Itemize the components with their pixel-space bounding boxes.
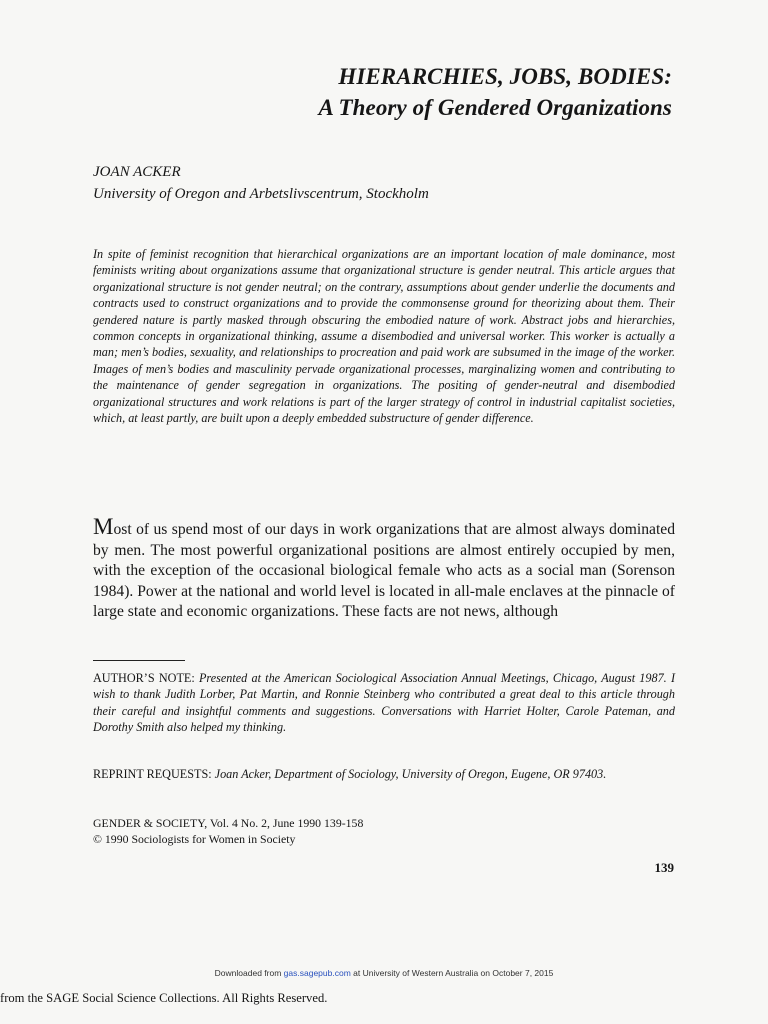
- rights-notice: from the SAGE Social Science Collections. All Rights Reserved.: [0, 991, 328, 1005]
- download-suffix: at University of Western Australia on October 7, 2015: [353, 968, 554, 978]
- reprint-label: REPRINT REQUESTS:: [93, 767, 212, 781]
- body-paragraph: [93, 514, 675, 623]
- download-notice: [0, 968, 768, 978]
- drop-cap: M: [93, 514, 114, 539]
- article-title-line-1: HIERARCHIES, JOBS, BODIES:: [338, 64, 672, 89]
- author-affiliation: University of Oregon and Arbetslivscentrum, Stockholm: [93, 186, 429, 202]
- reprint-requests: [93, 766, 675, 782]
- footnote-divider: [93, 660, 185, 661]
- authors-note-label: AUTHOR’S NOTE:: [93, 671, 195, 685]
- page-number: 139: [654, 860, 674, 875]
- reprint-text: Joan Acker, Department of Sociology, University of Oregon, Eugene, OR 97403.: [214, 767, 607, 781]
- article-title-line-2: A Theory of Gendered Organizations: [318, 95, 672, 120]
- journal-citation: GENDER & SOCIETY, Vol. 4 No. 2, June 1990 139-158: [93, 816, 364, 830]
- copyright-line: © 1990 Sociologists for Women in Society: [93, 832, 296, 846]
- authors-note: [93, 670, 675, 736]
- body-text: ost of us spend most of our days in work organizations that are almost always dominated by men. The most powerful organizational positions are almost entirely occupied by men, with the exception of the occasional biological female who acts as a social man (Sorenson 1984). Power at the national and world level is located in all-male enclaves at the pinnacle of large state and economic organizations. These facts are not news, although: [93, 521, 675, 621]
- download-link[interactable]: gas.sagepub.com: [283, 968, 351, 978]
- download-prefix: Downloaded from: [214, 968, 282, 978]
- abstract: In spite of feminist recognition that hierarchical organizations are an important location of male dominance, most feminists writing about organizations assume that organizational structure is gender neutral. This article argues that organizational structure is not gender neutral; on the contrary, assumptions about gender underlie the documents and contracts used to construct organizations and to provide the commonsense ground for theorizing about them. Their gendered nature is partly masked through obscuring the embodied nature of work. Abstract jobs and hierarchies, common concepts in organizational thinking, assume a disembodied and universal worker. This worker is actually a man; men’s bodies, sexuality, and relationships to procreation and paid work are subsumed in the image of the worker. Images of men’s bodies and masculinity pervade organizational processes, marginalizing women and contributing to the maintenance of gender segregation in organizations. The positing of gender-neutral and disembodied organizational structures and work relations is part of the larger strategy of control in industrial capitalist societies, which, at least partly, are built upon a deeply embedded substructure of gender difference.: [93, 247, 675, 426]
- author-name: JOAN ACKER: [93, 164, 181, 180]
- authors-note-text: Presented at the American Sociological Association Annual Meetings, Chicago, August 1987. I wish to thank Judith Lorber, Pat Martin, and Ronnie Steinberg who contributed a great deal to this article through their careful and insightful comments and suggestions. Conversations with Harriet Holter, Carole Pateman, and Dorothy Smith also helped my thinking.: [93, 671, 676, 735]
